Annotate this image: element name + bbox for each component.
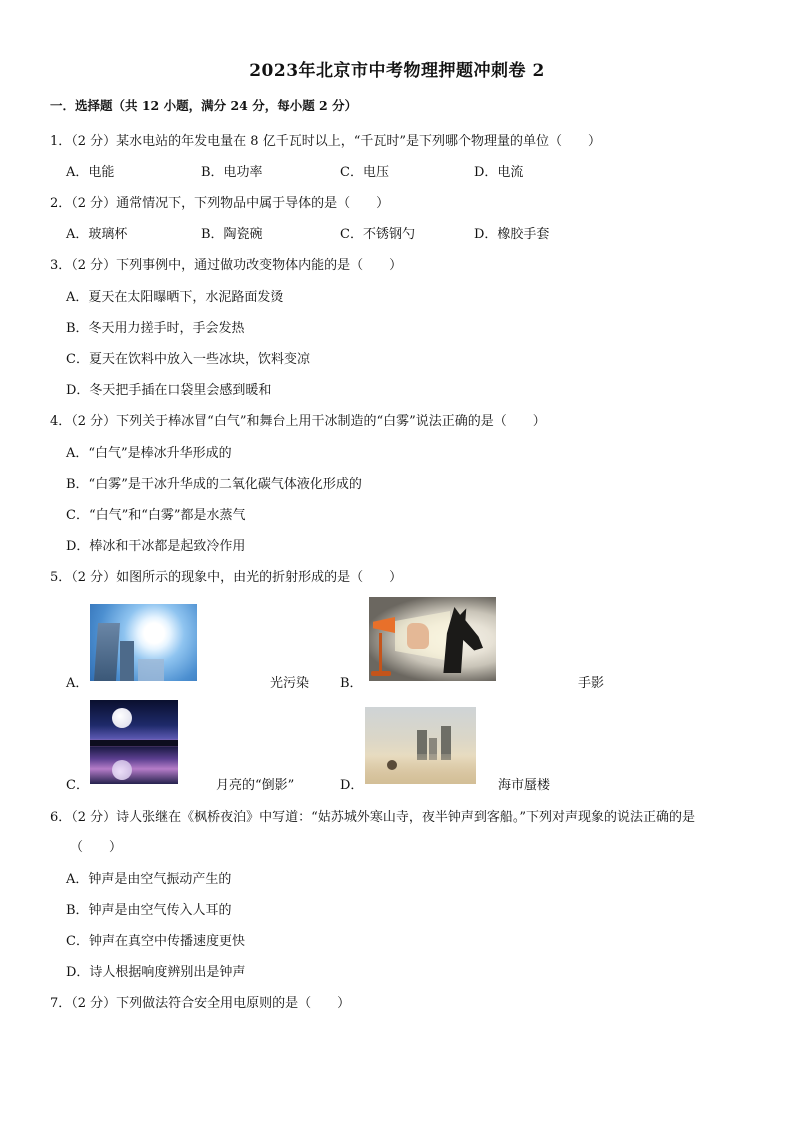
q4-option-c: C．“白气”和“白雾”都是水蒸气 bbox=[66, 508, 246, 523]
q3-option-b: B．冬天用力搓手时，手会发热 bbox=[66, 321, 245, 336]
q5-option-d-letter: D． bbox=[340, 778, 364, 793]
section-heading: 一．选择题（共 12 小题，满分 24 分，每小题 2 分） bbox=[50, 98, 358, 113]
q5-option-c-caption: 月亮的“倒影” bbox=[216, 778, 295, 793]
q5-option-c-letter: C． bbox=[66, 778, 89, 793]
question-2-stem: 2．（2 分）通常情况下，下列物品中属于导体的是（ ） bbox=[50, 196, 390, 211]
q6-option-a: A．钟声是由空气振动产生的 bbox=[66, 872, 232, 887]
q3-option-c: C．夏天在饮料中放入一些冰块，饮料变凉 bbox=[66, 352, 310, 367]
q5-option-b-letter: B． bbox=[340, 676, 363, 691]
q2-option-d: D．橡胶手套 bbox=[474, 227, 550, 242]
q4-option-d: D．棒冰和干冰都是起致冷作用 bbox=[66, 539, 246, 554]
q3-option-a: A．夏天在太阳曝晒下，水泥路面发烫 bbox=[66, 290, 284, 305]
question-4-stem: 4．（2 分）下列关于棒冰冒“白气”和舞台上用干冰制造的“白雾”说法正确的是（ ） bbox=[50, 414, 546, 429]
q1-option-c: C．电压 bbox=[340, 165, 389, 180]
question-6-stem-cont: （ ） bbox=[70, 840, 123, 855]
q2-option-c: C．不锈钢勺 bbox=[340, 227, 415, 242]
q2-option-a: A．玻璃杯 bbox=[66, 227, 128, 242]
q1-option-d: D．电流 bbox=[474, 165, 524, 180]
question-1-stem: 1．（2 分）某水电站的年发电量在 8 亿千瓦时以上，“千瓦时”是下列哪个物理量的单位（ ） bbox=[50, 134, 602, 149]
q3-option-d: D．冬天把手插在口袋里会感到暖和 bbox=[66, 383, 272, 398]
q4-option-b: B．“白雾”是干冰升华成的二氧化碳气体液化形成的 bbox=[66, 477, 362, 492]
page-title: 2023年北京市中考物理押题冲刺卷 2 bbox=[249, 61, 545, 81]
q5-option-a-letter: A． bbox=[66, 676, 89, 691]
moon-reflection-image bbox=[90, 700, 178, 784]
question-5-stem: 5．（2 分）如图所示的现象中，由光的折射形成的是（ ） bbox=[50, 570, 403, 585]
q6-option-b: B．钟声是由空气传入人耳的 bbox=[66, 903, 232, 918]
q1-option-a: A．电能 bbox=[66, 165, 115, 180]
q4-option-a: A．“白气”是棒冰升华形成的 bbox=[66, 446, 232, 461]
q6-option-c: C．钟声在真空中传播速度更快 bbox=[66, 934, 245, 949]
q5-option-a-caption: 光污染 bbox=[270, 676, 310, 691]
question-3-stem: 3．（2 分）下列事例中，通过做功改变物体内能的是（ ） bbox=[50, 258, 403, 273]
q6-option-d: D．诗人根据响度辨别出是钟声 bbox=[66, 965, 246, 980]
light-pollution-image bbox=[90, 604, 197, 681]
q2-option-b: B．陶瓷碗 bbox=[201, 227, 263, 242]
mirage-image bbox=[365, 707, 476, 784]
q1-option-b: B．电功率 bbox=[201, 165, 263, 180]
question-6-stem: 6．（2 分）诗人张继在《枫桥夜泊》中写道：“姑苏城外寒山寺，夜半钟声到客船。”下列对声现象的说法正确的是 bbox=[50, 810, 695, 825]
q5-option-d-caption: 海市蜃楼 bbox=[498, 778, 551, 793]
question-7-stem: 7．（2 分）下列做法符合安全用电原则的是（ ） bbox=[50, 996, 351, 1011]
q5-option-b-caption: 手影 bbox=[578, 676, 605, 691]
hand-shadow-image bbox=[369, 597, 496, 681]
